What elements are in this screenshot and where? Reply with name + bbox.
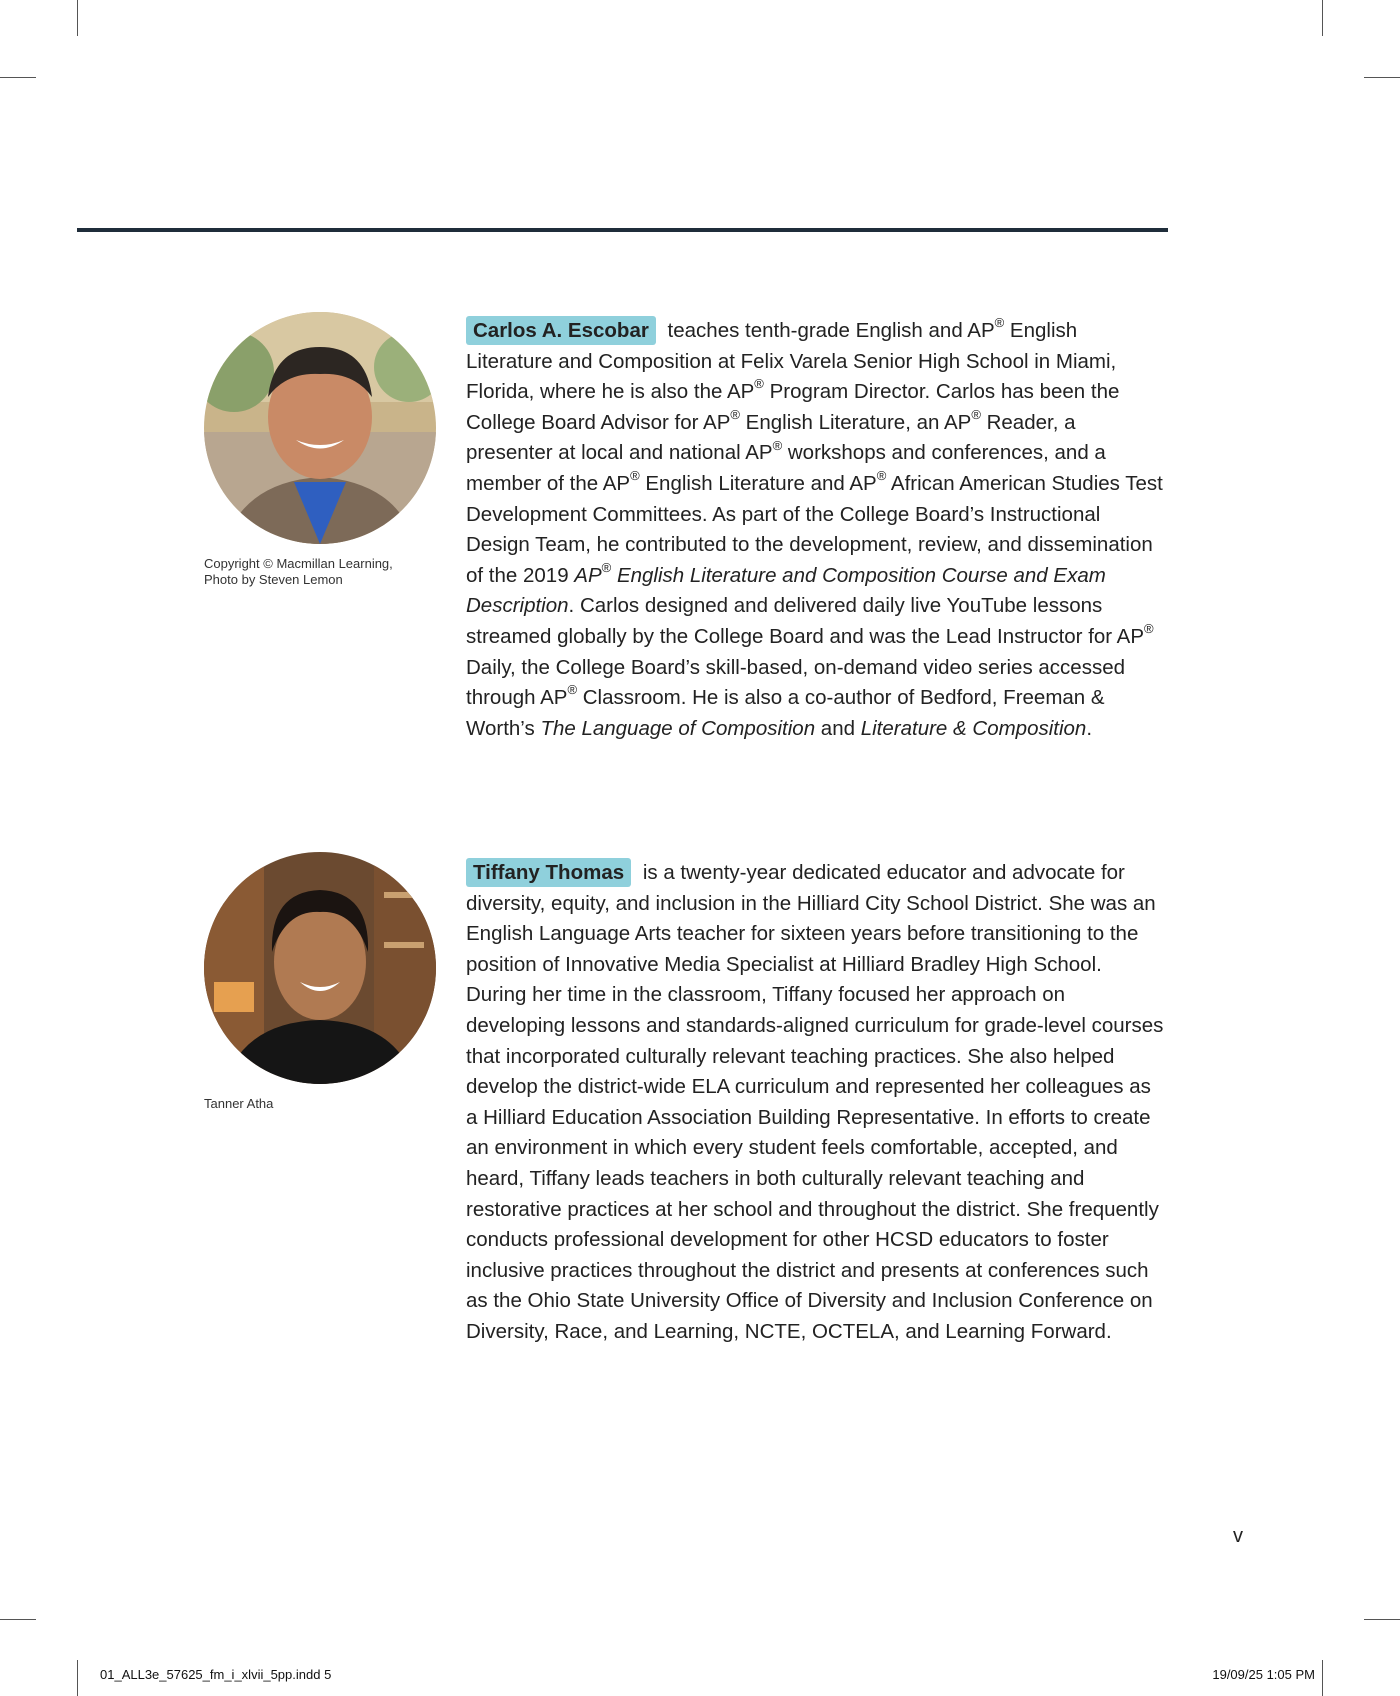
crop-mark bbox=[1322, 0, 1323, 36]
bio-segment: teaches tenth-grade English and AP bbox=[661, 319, 995, 342]
contributor-bio bbox=[466, 316, 1166, 744]
bio-segment: is a twenty-year dedicated educator and advocate for diversity, equity, and inclusion in the Hilliard City School District. She was an English Language Arts teacher for sixteen years before transitioning to the position of Innovative Media Specialist at Hilliard Bradley High School. During her time in the classroom, Tiffany focused her approach on developing lessons and standards-aligned curriculum for grade-level courses that incorporated culturally relevant teaching practices. She also helped develop the district-wide ELA curriculum and represented her colleagues as a Hilliard Education Association Building Representative. In efforts to create an environment in which every student feels comfortable, accepted, and heard, Tiffany leads teachers in both culturally relevant teaching and restorative practices at her school and throughout the district. She frequently conducts professional development for other HCSD educators to foster inclusive practices throughout the district and presents at conferences such as the Ohio State University Office of Diversity and Inclusion Conference on Diversity, Race, and Learning, NCTE, OCTELA, and Learning Forward. bbox=[466, 861, 1164, 1343]
page-number: v bbox=[1233, 1525, 1243, 1547]
slug-filename: 01_ALL3e_57625_fm_i_xlvii_5pp.indd 5 bbox=[100, 1667, 332, 1682]
crop-mark bbox=[0, 77, 36, 78]
contributor-photo-tiffany bbox=[204, 852, 436, 1084]
bio-segment: English Literature, an AP bbox=[739, 410, 972, 434]
bio-segment: . Carlos designed and delivered daily live YouTube lessons streamed globally by the College Board and was the Lead Instructor for AP bbox=[466, 594, 1145, 648]
bio-segment: ® bbox=[630, 468, 640, 484]
bio-segment: ® bbox=[730, 406, 740, 422]
slug-datetime: 19/09/25 1:05 PM bbox=[1212, 1667, 1315, 1682]
photo-credit-line: Photo by Steven Lemon bbox=[204, 572, 343, 587]
photo-credit bbox=[204, 1096, 273, 1112]
bio-text bbox=[466, 861, 1163, 1343]
header-rule bbox=[77, 228, 1168, 232]
bio-segment: and bbox=[815, 716, 861, 740]
bio-segment: ® bbox=[876, 468, 887, 484]
bio-segment: ® bbox=[994, 315, 1005, 331]
crop-mark bbox=[77, 0, 78, 36]
photo-credit bbox=[204, 556, 393, 588]
bio-segment: ® bbox=[772, 437, 783, 453]
photo-credit-line: Tanner Atha bbox=[204, 1096, 274, 1111]
contributor-name: Tiffany Thomas bbox=[466, 858, 631, 887]
bio-segment: English Literature and Composition Course and Exam Description bbox=[466, 563, 1106, 618]
bio-segment: ® bbox=[601, 559, 612, 575]
bio-segment: ® bbox=[1144, 621, 1154, 637]
crop-mark bbox=[1364, 77, 1400, 78]
bio-segment: Literature & Composition bbox=[860, 716, 1087, 740]
bio-segment: ® bbox=[567, 682, 578, 698]
bio-segment: workshops and conferences, and a member of the AP bbox=[466, 441, 1106, 495]
crop-mark bbox=[77, 1660, 78, 1696]
bio-segment: English Literature and AP bbox=[639, 471, 877, 495]
crop-mark bbox=[1364, 1619, 1400, 1620]
bio-segment: . bbox=[1086, 716, 1093, 740]
bio-segment: ® bbox=[754, 376, 764, 392]
bio-segment: Daily, the College Board’s skill-based, on-demand video series accessed through AP bbox=[466, 655, 1126, 710]
crop-mark bbox=[0, 1619, 36, 1620]
bio-segment: ® bbox=[971, 406, 981, 422]
contributor-name: Carlos A. Escobar bbox=[466, 316, 656, 345]
bio-segment: AP bbox=[574, 563, 602, 587]
bio-segment: Program Director. Carlos has been the College Board Advisor for AP bbox=[466, 380, 1120, 434]
bio-segment: The Language of Composition bbox=[540, 716, 816, 740]
contributor-bio bbox=[466, 858, 1166, 1348]
crop-mark bbox=[1322, 1660, 1323, 1696]
bio-segment: English Literature and Composition at Felix Varela Senior High School in Miami, Florida, where he is also the AP bbox=[466, 319, 1117, 404]
bio-segment: Classroom. He is also a co-author of Bedford, Freeman & Worth’s bbox=[466, 686, 1105, 740]
bio-segment: Reader, a presenter at local and national AP bbox=[466, 410, 1076, 465]
photo-credit-line: Copyright © Macmillan Learning, bbox=[204, 556, 393, 571]
bio-segment: African American Studies Test Development Committees. As part of the College Board’s Instructional Design Team, he contributed to the development, review, and dissemination of the 2019 bbox=[466, 471, 1163, 587]
bio-text bbox=[466, 315, 1163, 740]
contributor-photo-carlos bbox=[204, 312, 436, 544]
